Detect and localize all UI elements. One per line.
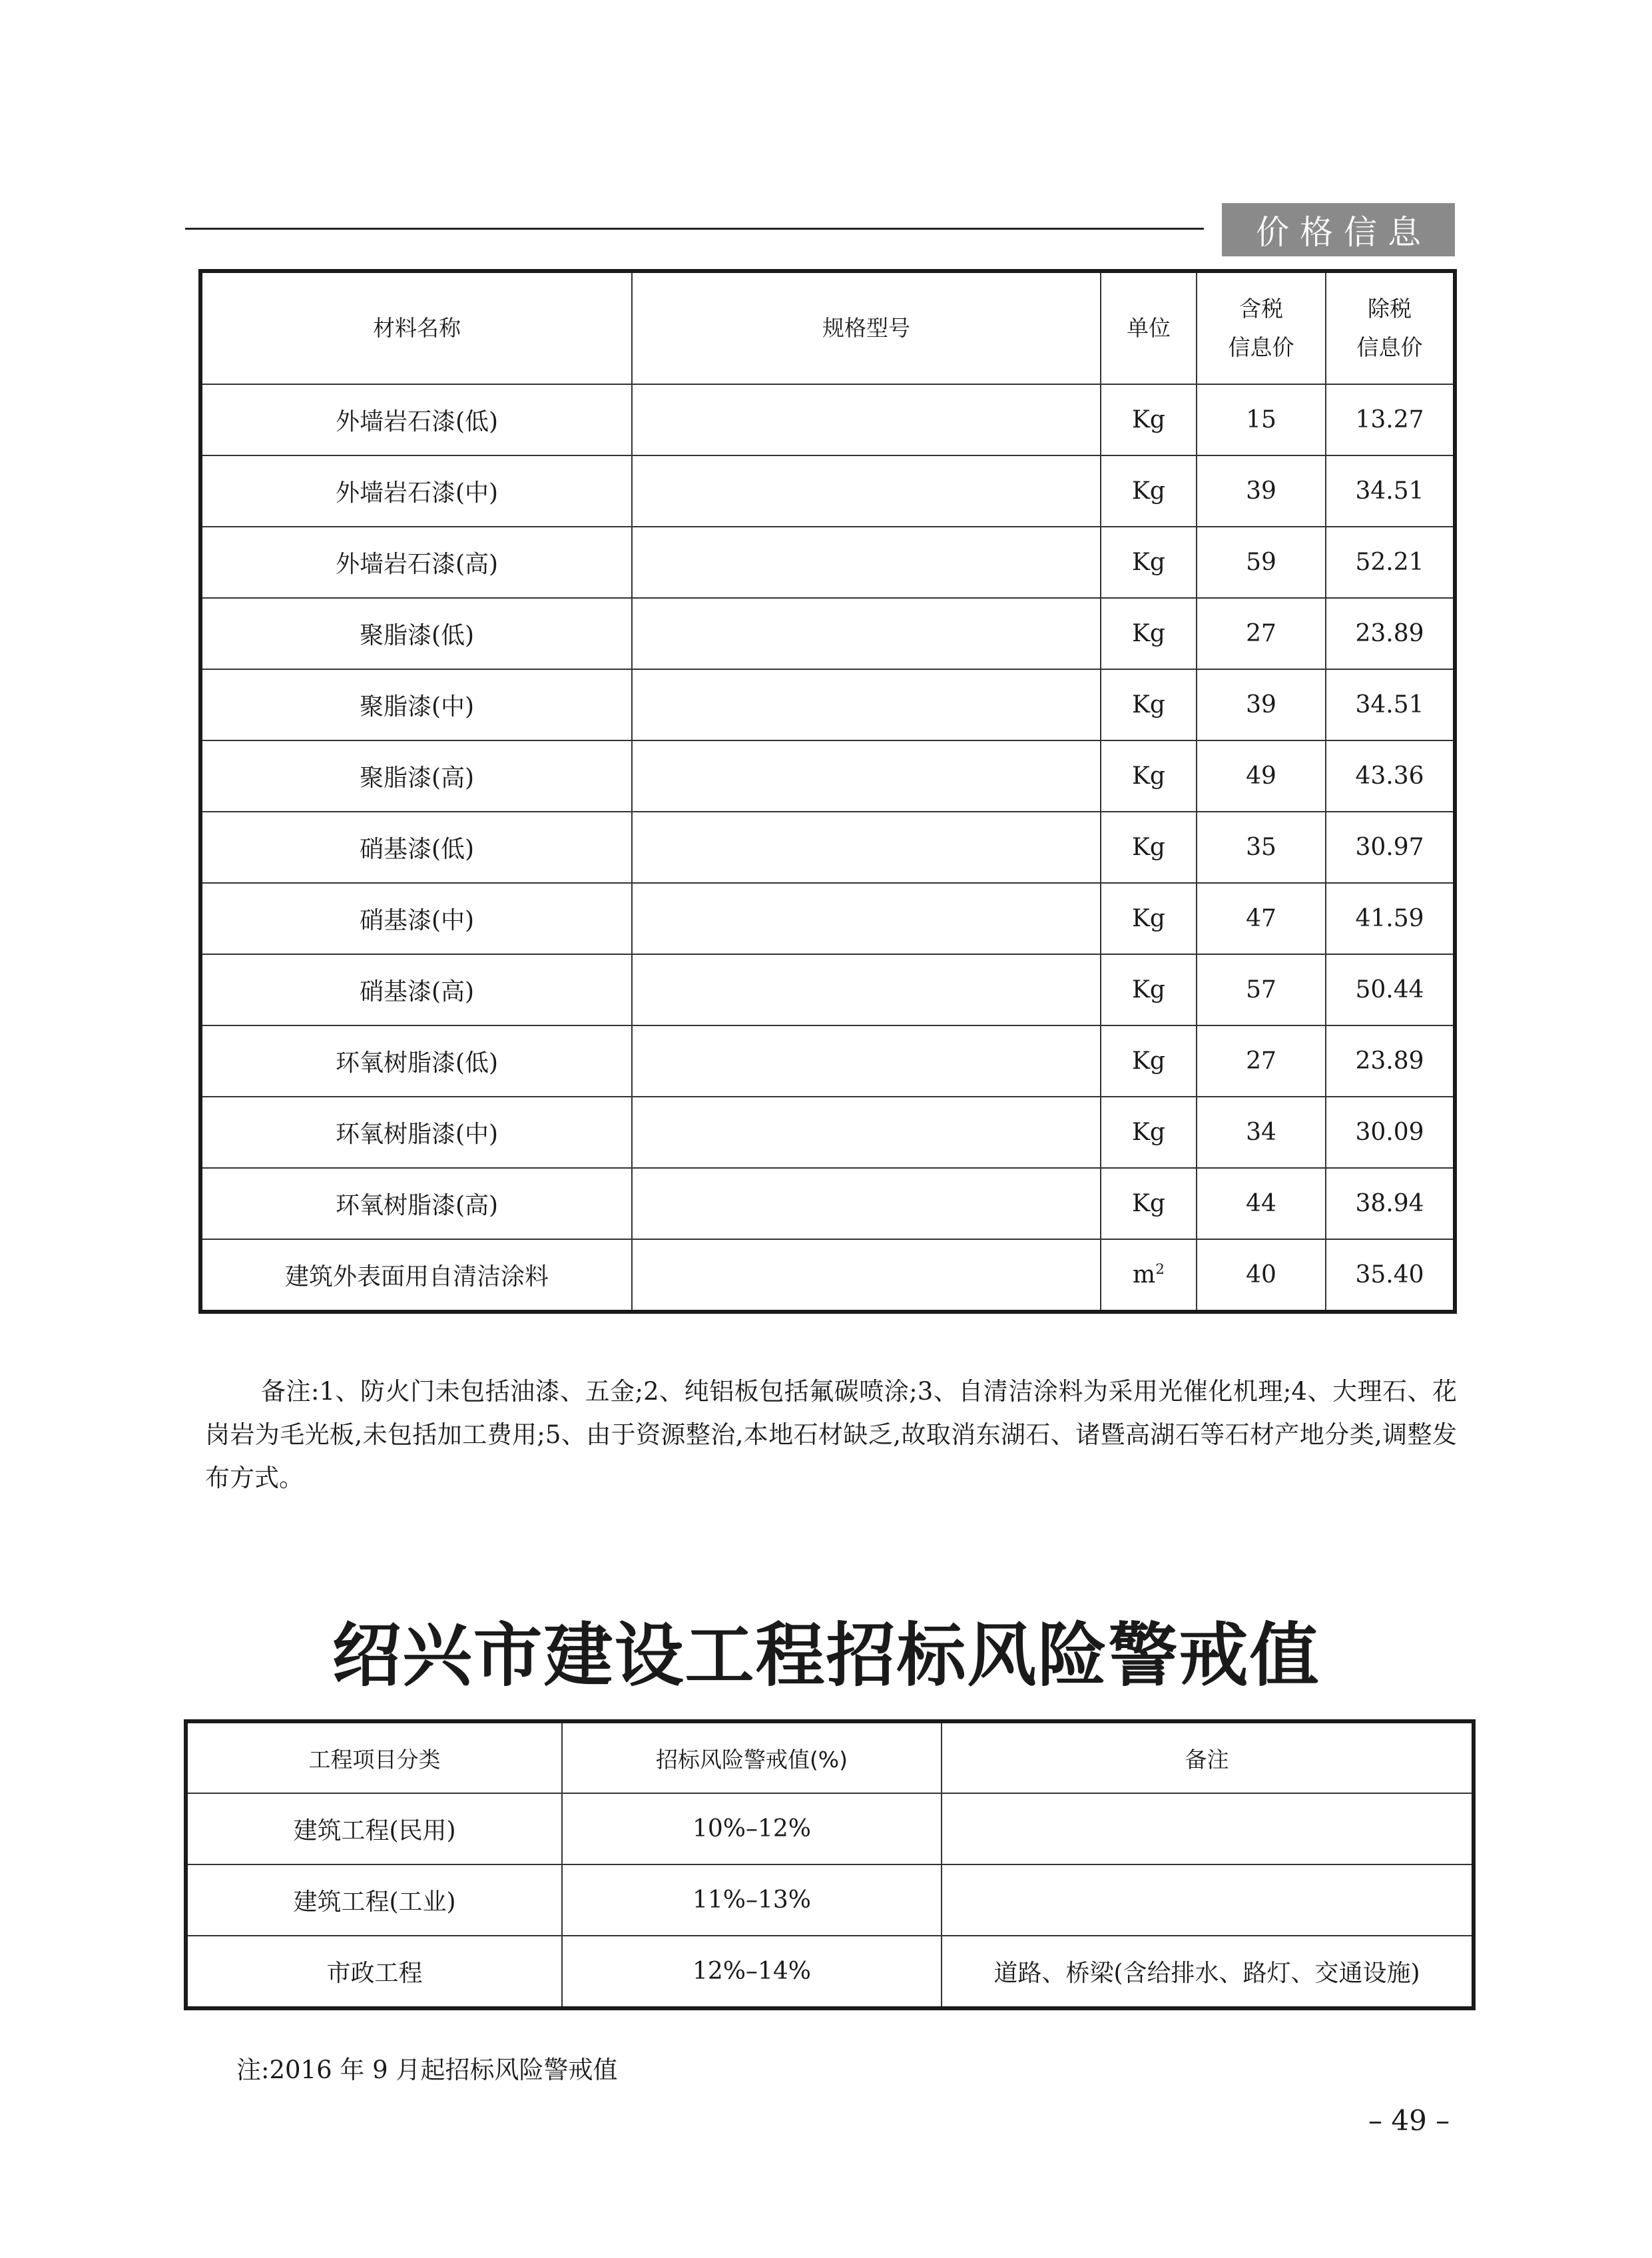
- price-with-tax-cell: 57: [1197, 954, 1326, 1025]
- section-tab: 价格信息: [1222, 203, 1455, 256]
- table-row: [200, 1097, 1455, 1168]
- spec-cell: [632, 883, 1101, 954]
- table-row: [186, 1864, 1474, 1936]
- unit-cell: [1101, 669, 1197, 740]
- unit-text: Kg: [1132, 976, 1165, 1003]
- header-risk-value: 招标风险警戒值(%): [562, 1721, 942, 1793]
- unit-cell: [1101, 883, 1197, 954]
- unit-cell: [1101, 527, 1197, 598]
- page-number: – 49 –: [1368, 2104, 1450, 2137]
- unit-cell: [1101, 1097, 1197, 1168]
- price-without-tax-cell: 30.09: [1326, 1097, 1455, 1168]
- risk-value-cell: 10%–12%: [562, 1793, 942, 1864]
- price-without-tax-cell: 50.44: [1326, 954, 1455, 1025]
- unit-text: Kg: [1132, 1047, 1165, 1075]
- material-name-cell: 建筑外表面用自清洁涂料: [200, 1239, 632, 1312]
- price-without-tax-cell: 23.89: [1326, 1025, 1455, 1097]
- unit-text: Kg: [1132, 620, 1165, 647]
- table-row: [200, 883, 1455, 954]
- header-price-without-tax: [1326, 271, 1455, 384]
- material-name-cell: 聚脂漆(低): [200, 598, 632, 669]
- price-without-tax-cell: 52.21: [1326, 527, 1455, 598]
- header-spec: 规格型号: [632, 271, 1101, 384]
- material-name-cell: 硝基漆(高): [200, 954, 632, 1025]
- spec-cell: [632, 1168, 1101, 1239]
- unit-text: Kg: [1132, 406, 1165, 433]
- table-row: [200, 954, 1455, 1025]
- unit-cell: [1101, 1168, 1197, 1239]
- table-row: [200, 740, 1455, 812]
- price-without-tax-cell: 13.27: [1326, 384, 1455, 455]
- table-row: [200, 598, 1455, 669]
- table-row: [200, 1239, 1455, 1312]
- price-without-tax-cell: 34.51: [1326, 669, 1455, 740]
- header-material-name: 材料名称: [200, 271, 632, 384]
- price-with-tax-cell: 35: [1197, 812, 1326, 883]
- material-name-cell: 硝基漆(低): [200, 812, 632, 883]
- price-with-tax-cell: 49: [1197, 740, 1326, 812]
- header-note: 备注: [942, 1721, 1474, 1793]
- unit-cell: [1101, 740, 1197, 812]
- material-name-cell: 聚脂漆(中): [200, 669, 632, 740]
- project-category-cell: 建筑工程(工业): [186, 1864, 562, 1936]
- header-price-with-tax-line2: 信息价: [1228, 334, 1294, 360]
- unit-cell: [1101, 455, 1197, 527]
- unit-text: Kg: [1132, 1190, 1165, 1217]
- unit-cell: [1101, 384, 1197, 455]
- material-name-cell: 环氧树脂漆(低): [200, 1025, 632, 1097]
- spec-cell: [632, 740, 1101, 812]
- material-name-cell: 硝基漆(中): [200, 883, 632, 954]
- risk-table-header-row: [186, 1721, 1474, 1793]
- price-table-header-row: [200, 271, 1455, 384]
- spec-cell: [632, 812, 1101, 883]
- risk-value-cell: 12%–14%: [562, 1936, 942, 2008]
- table-row: [200, 455, 1455, 527]
- spec-cell: [632, 384, 1101, 455]
- material-name-cell: 环氧树脂漆(高): [200, 1168, 632, 1239]
- spec-cell: [632, 1239, 1101, 1312]
- spec-cell: [632, 954, 1101, 1025]
- price-without-tax-cell: 30.97: [1326, 812, 1455, 883]
- price-with-tax-cell: 27: [1197, 598, 1326, 669]
- risk-value-cell: 11%–13%: [562, 1864, 942, 1936]
- unit-cell: [1101, 1239, 1197, 1312]
- project-category-cell: 市政工程: [186, 1936, 562, 2008]
- spec-cell: [632, 527, 1101, 598]
- spec-cell: [632, 455, 1101, 527]
- price-with-tax-cell: 44: [1197, 1168, 1326, 1239]
- header-rule: [185, 228, 1204, 230]
- table-row: [186, 1936, 1474, 2008]
- price-with-tax-cell: 27: [1197, 1025, 1326, 1097]
- material-name-cell: 聚脂漆(高): [200, 740, 632, 812]
- price-without-tax-cell: 23.89: [1326, 598, 1455, 669]
- spec-cell: [632, 1097, 1101, 1168]
- risk-warning-table: [184, 1719, 1476, 2010]
- price-with-tax-cell: 59: [1197, 527, 1326, 598]
- note-cell: 道路、桥梁(含给排水、路灯、交通设施): [942, 1936, 1474, 2008]
- price-without-tax-cell: 43.36: [1326, 740, 1455, 812]
- unit-text: Kg: [1132, 1119, 1165, 1146]
- unit-superscript: 2: [1155, 1261, 1165, 1278]
- material-name-cell: 环氧树脂漆(中): [200, 1097, 632, 1168]
- price-without-tax-cell: 41.59: [1326, 883, 1455, 954]
- header-project-category: 工程项目分类: [186, 1721, 562, 1793]
- unit-text: Kg: [1132, 762, 1165, 790]
- header-price-without-tax-line2: 信息价: [1356, 334, 1423, 360]
- unit-text: Kg: [1132, 691, 1165, 718]
- note-cell: [942, 1864, 1474, 1936]
- unit-text: Kg: [1132, 834, 1165, 861]
- unit-text: Kg: [1132, 477, 1165, 505]
- project-category-cell: 建筑工程(民用): [186, 1793, 562, 1864]
- table-row: [200, 812, 1455, 883]
- price-with-tax-cell: 34: [1197, 1097, 1326, 1168]
- unit-cell: [1101, 812, 1197, 883]
- header-price-with-tax: [1197, 271, 1326, 384]
- remarks-paragraph: 备注:1、防火门未包括油漆、五金;2、纯铝板包括氟碳喷涂;3、自清洁涂料为采用光催化机理;4、大理石、花岗岩为毛光板,未包括加工费用;5、由于资源整治,本地石材缺乏,故取消东湖石、诸暨高湖石等石材产地分类,调整发布方式。: [205, 1377, 1457, 1492]
- material-name-cell: 外墙岩石漆(中): [200, 455, 632, 527]
- table-row: [200, 669, 1455, 740]
- unit-text: Kg: [1132, 905, 1165, 932]
- unit-cell: [1101, 598, 1197, 669]
- price-with-tax-cell: 39: [1197, 455, 1326, 527]
- price-without-tax-cell: 35.40: [1326, 1239, 1455, 1312]
- spec-cell: [632, 598, 1101, 669]
- material-name-cell: 外墙岩石漆(高): [200, 527, 632, 598]
- unit-cell: [1101, 1025, 1197, 1097]
- spec-cell: [632, 669, 1101, 740]
- header-price-without-tax-line1: 除税: [1368, 296, 1412, 322]
- price-without-tax-cell: 34.51: [1326, 455, 1455, 527]
- unit-text: m: [1133, 1261, 1156, 1288]
- price-with-tax-cell: 15: [1197, 384, 1326, 455]
- table-row: [200, 384, 1455, 455]
- price-with-tax-cell: 39: [1197, 669, 1326, 740]
- price-with-tax-cell: 40: [1197, 1239, 1326, 1312]
- material-name-cell: 外墙岩石漆(低): [200, 384, 632, 455]
- unit-text: Kg: [1132, 549, 1165, 576]
- price-without-tax-cell: 38.94: [1326, 1168, 1455, 1239]
- table-row: [200, 1025, 1455, 1097]
- table-row: [200, 1168, 1455, 1239]
- price-table: [198, 269, 1457, 1314]
- spec-cell: [632, 1025, 1101, 1097]
- table-row: [200, 527, 1455, 598]
- section-title: 绍兴市建设工程招标风险警戒值: [332, 1615, 1320, 1696]
- price-with-tax-cell: 47: [1197, 883, 1326, 954]
- unit-cell: [1101, 954, 1197, 1025]
- header-price-with-tax-line1: 含税: [1239, 296, 1283, 322]
- header-unit: 单位: [1101, 271, 1197, 384]
- note-cell: [942, 1793, 1474, 1864]
- table-row: [186, 1793, 1474, 1864]
- footnote: 注:2016 年 9 月起招标风险警戒值: [236, 2056, 618, 2084]
